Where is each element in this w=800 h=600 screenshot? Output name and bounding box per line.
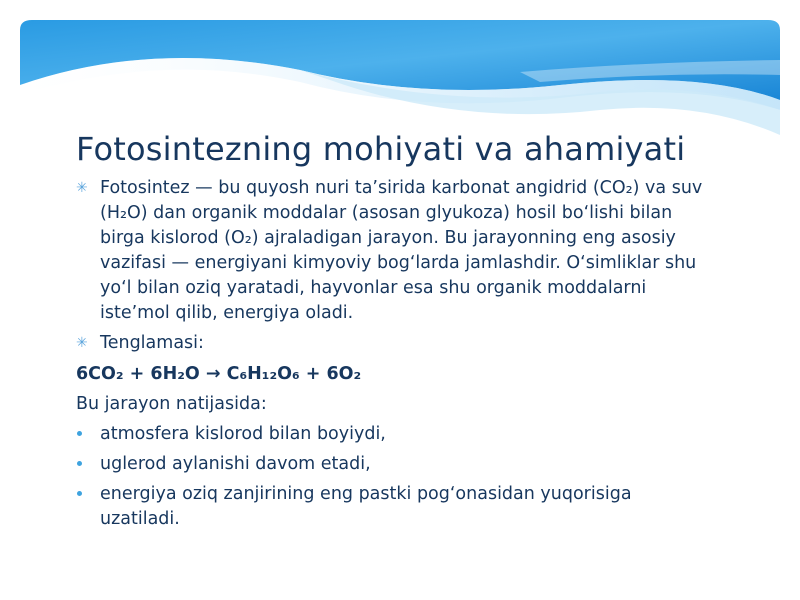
slide-title: Fotosintezning mohiyati va ahamiyati — [76, 130, 686, 168]
dot-bullet-icon — [77, 461, 82, 466]
asterisk-bullet-icon: ✳ — [76, 180, 88, 196]
photosynthesis-equation: 6CO₂ + 6H₂O → C₆H₁₂O₆ + 6O₂ — [76, 364, 362, 384]
equation-heading — [76, 331, 716, 356]
asterisk-bullet-icon: ✳ — [76, 335, 88, 351]
definition-text: Fotosintez — bu quyosh nuri ta’sirida karbonat angidrid (CO₂) va suv (H₂O) dan organik moddalar (asosan glyukoza) hosil bo‘lishi bilan birga kislorod (O₂) ajraladigan jarayon. Bu jarayonning eng asosiy vazifasi — energiyani kimyoviy bog‘larda jamlashdir. O‘simliklar shu yo‘l bilan oziq yaratadi, hayvonlar esa shu organik moddalarni iste’mol qilib, energiya oladi. — [100, 178, 703, 323]
result-intro: Bu jarayon natijasida: — [76, 394, 267, 414]
dot-bullet-icon — [77, 491, 82, 496]
results-list — [76, 422, 716, 532]
list-item — [76, 422, 716, 447]
slide-content — [76, 176, 716, 537]
header-wave-banner — [0, 0, 800, 140]
equation-heading-text: Tenglamasi: — [100, 333, 204, 353]
definition-paragraph — [76, 176, 716, 326]
dot-bullet-icon — [77, 431, 82, 436]
list-item-text: energiya oziq zanjirining eng pastki pog‘onasidan yuqorisiga uzatiladi. — [100, 484, 632, 529]
list-item — [76, 482, 716, 532]
list-item — [76, 452, 716, 477]
list-item-text: atmosfera kislorod bilan boyiydi, — [100, 424, 386, 444]
list-item-text: uglerod aylanishi davom etadi, — [100, 454, 371, 474]
